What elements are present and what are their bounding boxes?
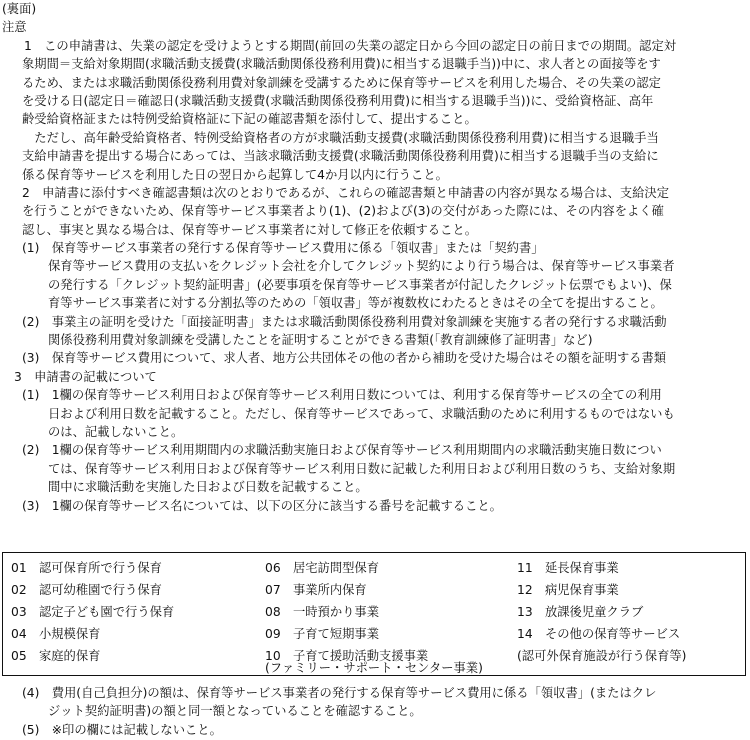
note-1-line: 支給申請書を提出する場合にあっては、当該求職活動支援費(求職活動関係役務利用費)に相当する退職手当の支給に — [22, 149, 659, 164]
note-2-line: を行うことができないため、保育等サービス事業者より(1)、(2)および(3)の交付があった際には、その内容をよく確 — [22, 204, 664, 219]
back-side-label: (裏面) — [2, 2, 37, 16]
note-2-sub1-line: 育等サービス事業者に対する分割払等のための「領収書」等が複数枚にわたるときはその全てを提出すること。 — [48, 296, 663, 311]
note-3-sub2-line: 間中に求職活動を実施した日および日数を記載すること。 — [48, 480, 368, 495]
service-code-item: 07 事業所内保育 — [265, 583, 367, 597]
note-2-sub3-line: (3) 保育等サービス費用について、求人者、地方公共団体その他の者から補助を受けた場合はその額を証明する書類 — [22, 351, 667, 366]
note-3-sub3-line: (3) 1欄の保育等サービス名については、以下の区分に該当する番号を記載すること。 — [22, 498, 502, 513]
service-code-item: 12 病児保育事業 — [517, 583, 619, 597]
note-3-title: 3 申請書の記載について — [14, 369, 157, 384]
service-code-item: 08 一時預かり事業 — [265, 605, 380, 619]
note-2-sub2-line: 関係役務利用費対象訓練を受講したことを証明することができる書類(「教育訓練修了証明書」など) — [48, 333, 593, 348]
note-1-line: ただし、高年齢受給資格者、特例受給資格者の方が求職活動支援費(求職活動関係役務利用費)に相当する退職手当 — [22, 130, 659, 145]
service-code-item: 14 その他の保育等サービス — [517, 627, 681, 641]
note-2-line: 認し、事実と異なる場合は、保育等サービス事業者に対して修正を依頼すること。 — [22, 222, 477, 237]
service-code-item: 04 小規模保育 — [11, 627, 101, 641]
note-item-1 — [2, 37, 748, 184]
service-code-note: (ファミリー・サポート・センター事業) — [265, 661, 483, 675]
notes-heading: 注意 — [2, 20, 27, 35]
note-3-sub1-line: 日および利用日数を記載すること。ただし、保育等サービスであって、求職活動のために利用するものではないも — [48, 406, 675, 421]
service-code-item: 09 子育て短期事業 — [265, 627, 380, 641]
note-2-sub2-line: (2) 事業主の証明を受けた「面接証明書」または求職活動関係役務利用費対象訓練を実施する者の発行する求職活動 — [22, 314, 667, 329]
note-1-line: 齢受給資格証または特例受給資格証に下記の確認書類を添付して、提出すること。 — [22, 112, 477, 127]
notes-document — [2, 0, 748, 515]
service-code-item: 01 認可保育所で行う保育 — [11, 561, 162, 575]
note-3-sub2-line: ては、保育等サービス利用日および保育等サービス利用日数に記載した利用日および利用日数のうち、支給対象期 — [48, 461, 676, 476]
note-2-sub1-line: (1) 保育等サービス事業者の発行する保育等サービス費用に係る「領収書」または「契約書」 — [22, 241, 544, 256]
note-1-line: を受ける日(認定日＝確認日(求職活動支援費(求職活動関係役務利用費)に相当する退職手当))に、受給資格証、高年 — [22, 93, 654, 108]
note-2-sub1-line: の発行する「クレジット契約証明書」(必要事項を保育等サービス事業者が付記したクレジット伝票でもよい)、保 — [48, 277, 672, 292]
service-code-item: 13 放課後児童クラブ — [517, 605, 644, 619]
note-2-line: 2 申請書に添付すべき確認書類は次のとおりであるが、これらの確認書類と申請書の内容が異なる場合は、支給決定 — [22, 185, 670, 200]
note-2-sub1-line: 保育等サービス費用の支払いをクレジット会社を介してクレジット契約により行う場合は、保育等サービス事業者 — [48, 259, 675, 274]
note-item-2 — [2, 184, 748, 368]
service-code-item: 02 認可幼稚園で行う保育 — [11, 583, 162, 597]
service-code-item: 10 子育て援助活動支援事業 — [265, 649, 429, 663]
note-1-line: 象期間＝支給対象期間(求職活動支援費(求職活動関係役務利用費)に相当する退職手当))中に、求人者との面接等をす — [22, 57, 661, 72]
note-3-sub5-line: (5) ※印の欄には記載しないこと。 — [22, 722, 222, 737]
note-item-3 — [2, 368, 748, 515]
note-3-sub4-line: (4) 費用(自己負担分)の額は、保育等サービス事業者の発行する保育等サービス費用に係る「領収書」(またはクレ — [22, 686, 657, 700]
note-3-sub1-line: (1) 1欄の保育等サービス利用日および保育等サービス利用日数については、利用する保育等サービスの全ての利用 — [22, 388, 662, 403]
note-3-sub1-line: のは、記載しないこと。 — [48, 424, 184, 439]
note-1-line: るため、または求職活動関係役務利用費対象訓練を受講するために保育等サービスを利用した場合、その失業の認定 — [22, 75, 661, 90]
note-1-line: 1 この申請書は、失業の認定を受けようとする期間(前回の失業の認定日から今回の認定日の前日までの期間。認定対 — [24, 38, 677, 53]
note-3-sub2-line: (2) 1欄の保育等サービス利用期間内の求職活動実施日および保育等サービス利用期間内の求職活動実施日数につい — [22, 443, 662, 458]
service-code-item: 11 延長保育事業 — [517, 561, 619, 575]
note-1-line: 係る保育等サービスを利用した日の翌日から起算して4か月以内に行うこと。 — [22, 167, 448, 182]
note-3-sub4 — [2, 684, 748, 739]
service-code-item: 03 認定子ども園で行う保育 — [11, 605, 175, 619]
note-3-sub4-line: ジット契約証明書)の額と同一額となっていることを確認すること。 — [48, 704, 422, 719]
service-code-table — [2, 552, 746, 676]
service-code-note: (認可外保育施設が行う保育等) — [517, 649, 687, 663]
service-code-item: 05 家庭的保育 — [11, 649, 101, 663]
service-code-item: 06 居宅訪問型保育 — [265, 561, 380, 575]
